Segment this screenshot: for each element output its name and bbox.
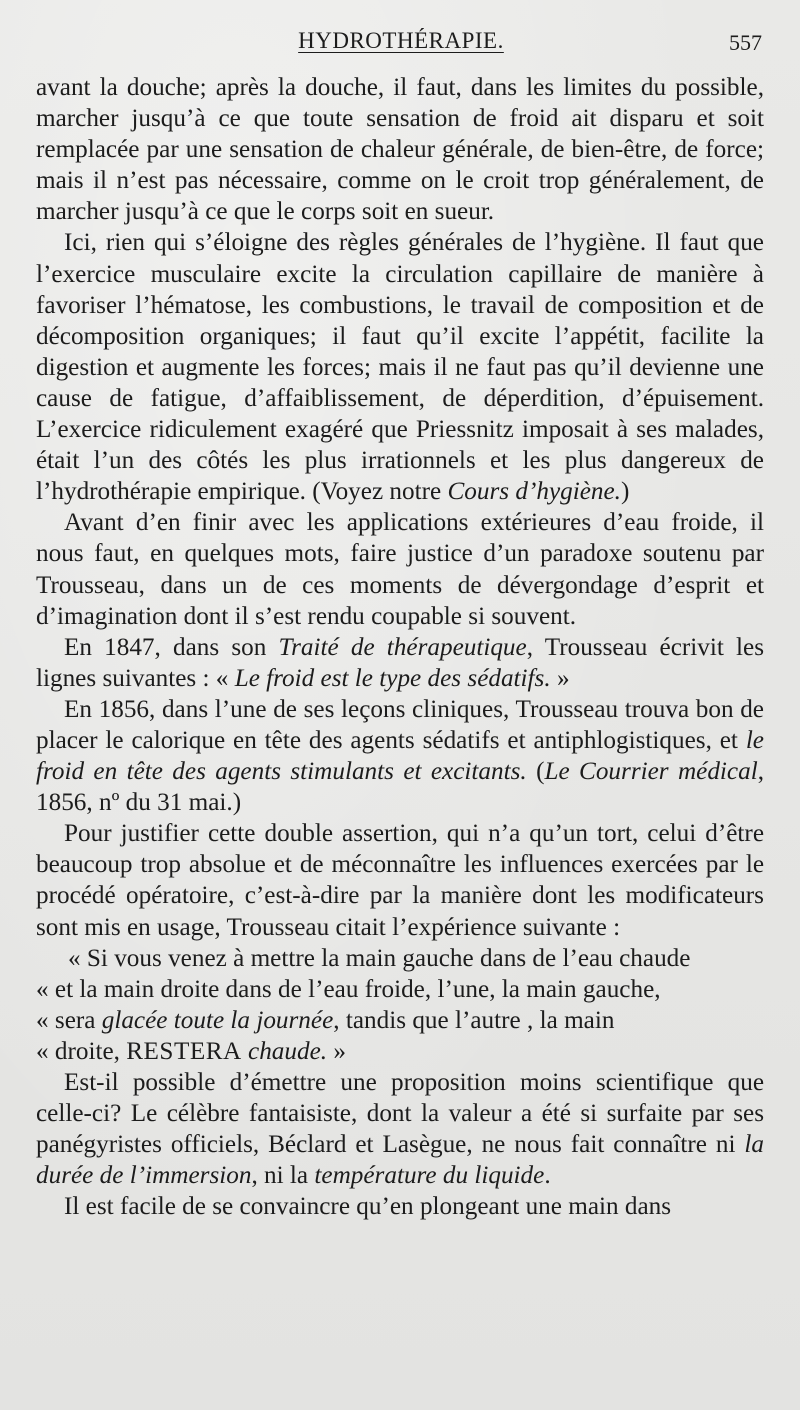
text-run: Avant d’en finir avec les applications extérieures d’eau froide, il nous faut, en quelques mots, faire justice d’un paradoxe soutenu par Trousseau, dans un de ces moments de dévergondage d’esprit et d’imagination dont il s’est rendu coupable si souvent. <box>36 509 764 630</box>
text-run: , 1856, nº du 31 mai.) <box>36 758 765 817</box>
quote-line: « Si vous venez à mettre la main gauche dans de l’eau chaude <box>68 944 691 972</box>
quote-line: « et la main droite dans de l’eau froide, l’une, la main gauche, <box>36 975 661 1003</box>
quotation-italic: le froid en tête des agents stimulants et excitants. <box>36 726 764 786</box>
book-title-italic: Traité de thérapeutique <box>278 633 527 661</box>
body-text <box>36 72 764 1222</box>
running-title: HYDROTHÉRAPIE. <box>298 28 504 53</box>
text-run: ( <box>526 758 545 786</box>
quotation-italic: glacée toute la journée <box>101 1006 334 1034</box>
paragraph-5 <box>36 694 764 818</box>
text-run: , ni la <box>251 1162 315 1190</box>
text-run: , Trousseau écrivit les lignes suivantes : « <box>36 633 764 692</box>
quotation-italic: chaude. <box>248 1037 328 1065</box>
quote-line <box>36 1036 764 1067</box>
text-run: » <box>550 664 570 692</box>
quote-line <box>36 1005 764 1036</box>
paragraph-6 <box>36 818 764 942</box>
small-caps-emphasis: RESTERA <box>126 1037 242 1065</box>
quotation-italic: Le froid est le type des sédatifs. <box>234 664 551 692</box>
page-number: 557 <box>729 30 762 55</box>
text-run: , tandis que l’autre , la main <box>333 1006 615 1034</box>
text-run: Ici, rien qui s’éloigne des règles générales de l’hygiène. Il faut que l’exercice musculaire excite la circulation capillaire de manière à favoriser l’hématose, les combustions, le travail de composition et de décomposition organiques; il faut qu’il excite l’appétit, facilite la digestion et augmente les forces; mais il ne faut pas qu’il devienne une cause de fatigue, d’affaiblissement, de déperdition, d’épuisement. L’exercice ridiculement exagéré que Priessnitz imposait à ses malades, était l’un des côtés les plus irrationnels et les plus dangereux de l’hydrothérapie empirique. (Voyez notre <box>36 229 764 506</box>
paragraph-8 <box>36 1067 764 1191</box>
emphasis-italic: la durée de l’immersion <box>36 1131 764 1190</box>
paragraph-2 <box>36 227 764 507</box>
text-run: » <box>327 1037 346 1065</box>
text-run: « droite, <box>36 1037 127 1065</box>
page-header <box>40 24 762 58</box>
book-title-italic: Cours d’hygiène. <box>447 478 621 506</box>
text-run: Il est facile de se convaincre qu’en plongeant une main dans <box>64 1193 672 1221</box>
block-quotation <box>36 943 764 1067</box>
emphasis-italic: température du liquide <box>314 1162 545 1190</box>
paragraph-9 <box>36 1191 764 1222</box>
text-run: En 1847, dans son <box>64 633 279 661</box>
text-run: Pour justifier cette double assertion, qui n’a qu’un tort, celui d’être beaucoup trop absolue et de méconnaître les influences exercées par le procédé opératoire, c’est-à-dire par la manière dont les modificateurs sont mis en usage, Trousseau citait l’expérience suivante : <box>36 820 764 941</box>
paragraph-3 <box>36 507 764 631</box>
text-run: Est-il possible d’émettre une proposition moins scientifique que celle-ci? Le célèbre fantaisiste, dont la valeur a été si surfaite par ses panégyristes officiels, Béclard et Lasègue, ne nous fait connaître ni <box>36 1069 764 1159</box>
text-run: En 1856, dans l’une de ses leçons cliniques, Trousseau trouva bon de placer le calorique en tête des agents sédatifs et antiphlogistiques, et <box>36 695 764 754</box>
text-run: . <box>544 1162 551 1190</box>
paragraph-1 <box>36 72 764 227</box>
paragraph-4 <box>36 632 764 694</box>
text-run: « sera <box>36 1006 102 1034</box>
journal-title-italic: Le Courrier médical <box>544 758 758 786</box>
text-run: avant la douche; après la douche, il faut, dans les limites du possible, marcher jusqu’à ce que toute sensation de froid ait disparu et soit remplacée par une sensation de chaleur générale, de bien-être, de force; mais il n’est pas nécessaire, comme on le croit trop généralement, de marcher jusqu’à ce que le corps soit en sueur. <box>36 74 764 226</box>
text-run: ) <box>620 478 630 506</box>
